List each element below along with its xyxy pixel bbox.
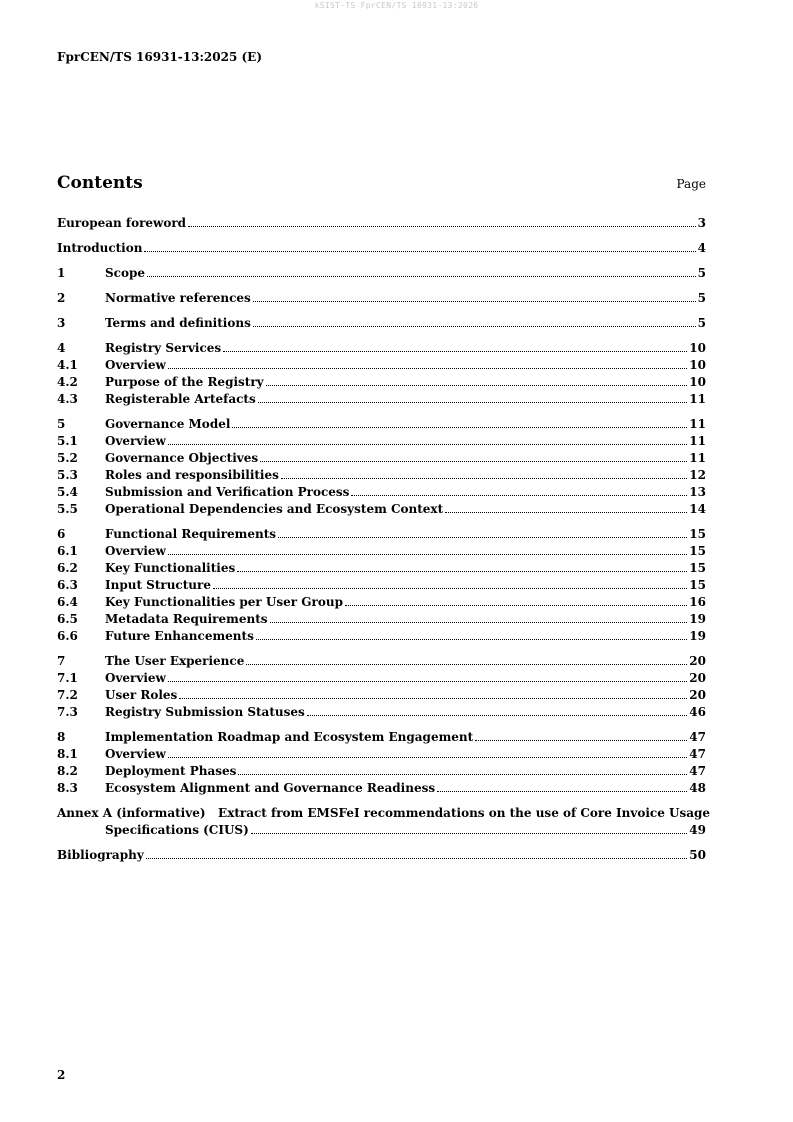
toc-entry-section-5-4[interactable] <box>57 484 706 501</box>
dot-leader <box>232 427 687 428</box>
toc-entry-number: 7.2 <box>57 688 78 702</box>
dot-leader <box>168 681 687 682</box>
toc-entry-section-5-2[interactable] <box>57 450 706 467</box>
toc-entry-title: Implementation Roadmap and Ecosystem Engagement <box>105 730 474 744</box>
dot-leader <box>168 757 687 758</box>
dot-leader <box>251 833 688 834</box>
toc-entry-section-4-1[interactable] <box>57 357 706 374</box>
toc-entry-page: 15 <box>689 561 706 575</box>
toc-entry-number: 6.6 <box>57 629 78 643</box>
toc-entry-title: Roles and responsibilities <box>105 468 279 482</box>
dot-leader <box>256 639 687 640</box>
toc-entry-page: 5 <box>697 266 706 280</box>
toc-entry-section-4-2[interactable] <box>57 374 706 391</box>
toc-entry-page: 20 <box>689 688 706 702</box>
toc-entry-annex-a[interactable] <box>57 805 711 839</box>
dot-leader <box>246 664 687 665</box>
toc-entry-section-7-3[interactable] <box>57 704 706 721</box>
toc-entry-title: Governance Objectives <box>105 451 259 465</box>
toc-entry-number: 6.4 <box>57 595 78 609</box>
dot-leader <box>345 605 687 606</box>
toc-entry-number: 1 <box>57 266 66 280</box>
toc-entry-section-6-1[interactable] <box>57 543 706 560</box>
toc-entry-page: 47 <box>689 764 706 778</box>
toc-entry-section-6-5[interactable] <box>57 611 706 628</box>
toc-entry-section-6[interactable] <box>57 526 706 543</box>
toc-entry-title: Input Structure <box>105 578 211 592</box>
contents-title: Contents <box>57 173 143 193</box>
toc-entry-number: 6.3 <box>57 578 78 592</box>
toc-entry-number: 5.3 <box>57 468 78 482</box>
toc-entry-page: 10 <box>689 341 706 355</box>
toc-entry-title: Submission and Verification Process <box>105 485 350 499</box>
toc-entry-title: Overview <box>105 544 166 558</box>
dot-leader <box>168 554 687 555</box>
toc-entry-page: 11 <box>689 392 706 406</box>
toc-entry-title: Normative references <box>105 291 251 305</box>
toc-entry-number: 5.4 <box>57 485 78 499</box>
toc-entry-section-8-2[interactable] <box>57 763 706 780</box>
annex-title-continuation: Specifications (CIUS) <box>105 823 249 837</box>
table-of-contents <box>57 215 711 864</box>
dot-leader <box>147 276 696 277</box>
dot-leader <box>270 622 688 623</box>
dot-leader <box>253 301 696 302</box>
toc-entry-section-7-2[interactable] <box>57 687 706 704</box>
toc-entry-page: 13 <box>689 485 706 499</box>
toc-entry-section-6-6[interactable] <box>57 628 706 645</box>
dot-leader <box>437 791 687 792</box>
toc-entry-page: 19 <box>689 612 706 626</box>
toc-entry-page: 15 <box>689 544 706 558</box>
page-column-label: Page <box>676 177 706 191</box>
toc-entry-page: 47 <box>689 730 706 744</box>
dot-leader <box>168 368 687 369</box>
toc-entry-number: 8.2 <box>57 764 78 778</box>
toc-entry-number: 5 <box>57 417 66 431</box>
toc-entry-number: 4.2 <box>57 375 78 389</box>
dot-leader <box>258 402 688 403</box>
toc-entry-page: 10 <box>689 375 706 389</box>
toc-entry-page: 47 <box>689 747 706 761</box>
toc-entry-number: 5.1 <box>57 434 78 448</box>
dot-leader <box>237 571 687 572</box>
toc-entry-title: Governance Model <box>105 417 231 431</box>
toc-entry-section-6-3[interactable] <box>57 577 706 594</box>
toc-entry-title: Bibliography <box>57 848 144 862</box>
toc-entry-section-6-2[interactable] <box>57 560 706 577</box>
toc-entry-title: Overview <box>105 671 166 685</box>
toc-entry-number: 7.1 <box>57 671 78 685</box>
toc-entry-section-7[interactable] <box>57 653 706 670</box>
toc-entry-number: 8.3 <box>57 781 78 795</box>
dot-leader <box>266 385 688 386</box>
toc-entry-title: Metadata Requirements <box>105 612 268 626</box>
toc-entry-section-5[interactable] <box>57 416 706 433</box>
dot-leader <box>278 537 687 538</box>
toc-entry-page: 4 <box>697 241 706 255</box>
toc-entry-bibliography[interactable] <box>57 847 706 864</box>
toc-entry-number: 5.2 <box>57 451 78 465</box>
toc-entry-number: 4.3 <box>57 392 78 406</box>
dot-leader <box>238 774 687 775</box>
dot-leader <box>168 444 687 445</box>
annex-title-line-1: Annex A (informative) Extract from EMSFeI recommendations on the use of Core Invoice Usage <box>57 806 711 820</box>
toc-entry-page: 50 <box>689 848 706 862</box>
dot-leader <box>351 495 687 496</box>
toc-entry-title: Scope <box>105 266 146 280</box>
watermark: kSIST-TS FprCEN/TS 16931-13:2026 <box>314 1 479 10</box>
toc-entry-page: 3 <box>697 216 706 230</box>
toc-entry-page: 5 <box>697 316 706 330</box>
dot-leader <box>188 226 696 227</box>
toc-entry-page: 49 <box>689 823 706 837</box>
toc-entry-title: Registerable Artefacts <box>105 392 256 406</box>
contents-heading <box>57 173 706 193</box>
dot-leader <box>179 698 687 699</box>
toc-entry-title: Overview <box>105 358 166 372</box>
dot-leader <box>144 251 695 252</box>
toc-entry-european-foreword[interactable] <box>57 215 706 232</box>
toc-entry-page: 46 <box>689 705 706 719</box>
dot-leader <box>253 326 696 327</box>
toc-entry-number: 6.1 <box>57 544 78 558</box>
toc-entry-page: 48 <box>689 781 706 795</box>
toc-entry-page: 12 <box>689 468 706 482</box>
toc-entry-title: European foreword <box>57 216 187 230</box>
toc-entry-page: 15 <box>689 527 706 541</box>
dot-leader <box>281 478 687 479</box>
toc-entry-number: 4 <box>57 341 66 355</box>
toc-entry-section-2[interactable] <box>57 290 706 307</box>
toc-entry-number: 6.2 <box>57 561 78 575</box>
toc-entry-section-4[interactable] <box>57 340 706 357</box>
toc-entry-page: 5 <box>697 291 706 305</box>
dot-leader <box>307 715 688 716</box>
toc-entry-title: Introduction <box>57 241 143 255</box>
toc-entry-number: 7 <box>57 654 66 668</box>
toc-entry-section-1[interactable] <box>57 265 706 282</box>
toc-entry-title: Functional Requirements <box>105 527 276 541</box>
page-number: 2 <box>57 1068 66 1082</box>
dot-leader <box>213 588 687 589</box>
toc-entry-section-6-4[interactable] <box>57 594 706 611</box>
toc-entry-section-5-5[interactable] <box>57 501 706 518</box>
toc-entry-number: 2 <box>57 291 66 305</box>
toc-entry-title: Operational Dependencies and Ecosystem Context <box>105 502 444 516</box>
toc-entry-section-5-1[interactable] <box>57 433 706 450</box>
toc-entry-number: 5.5 <box>57 502 78 516</box>
toc-entry-number: 3 <box>57 316 66 330</box>
toc-entry-page: 11 <box>689 417 706 431</box>
toc-entry-page: 15 <box>689 578 706 592</box>
toc-entry-page: 11 <box>689 451 706 465</box>
toc-entry-number: 4.1 <box>57 358 78 372</box>
toc-entry-title: Registry Submission Statuses <box>105 705 305 719</box>
toc-entry-title: Key Functionalities per User Group <box>105 595 343 609</box>
toc-entry-page: 10 <box>689 358 706 372</box>
toc-entry-title: The User Experience <box>105 654 245 668</box>
toc-entry-title: Overview <box>105 434 166 448</box>
toc-entry-page: 16 <box>689 595 706 609</box>
dot-leader <box>260 461 687 462</box>
toc-entry-title: Purpose of the Registry <box>105 375 264 389</box>
toc-entry-introduction[interactable] <box>57 240 706 257</box>
toc-entry-section-7-1[interactable] <box>57 670 706 687</box>
dot-leader <box>146 858 688 859</box>
annex-title-line-2 <box>57 822 706 839</box>
dot-leader <box>475 740 687 741</box>
toc-entry-number: 8.1 <box>57 747 78 761</box>
toc-entry-section-5-3[interactable] <box>57 467 706 484</box>
toc-entry-title: Future Enhancements <box>105 629 254 643</box>
toc-entry-section-8-3[interactable] <box>57 780 706 797</box>
toc-entry-page: 14 <box>689 502 706 516</box>
document-id: FprCEN/TS 16931-13:2025 (E) <box>57 50 262 64</box>
toc-entry-number: 7.3 <box>57 705 78 719</box>
toc-entry-number: 6.5 <box>57 612 78 626</box>
toc-entry-title: Ecosystem Alignment and Governance Readiness <box>105 781 436 795</box>
toc-entry-page: 11 <box>689 434 706 448</box>
toc-entry-section-4-3[interactable] <box>57 391 706 408</box>
toc-entry-section-8-1[interactable] <box>57 746 706 763</box>
toc-entry-page: 19 <box>689 629 706 643</box>
toc-entry-number: 6 <box>57 527 66 541</box>
toc-entry-number: 8 <box>57 730 66 744</box>
toc-entry-title: Overview <box>105 747 166 761</box>
toc-entry-title: Deployment Phases <box>105 764 237 778</box>
toc-entry-page: 20 <box>689 654 706 668</box>
dot-leader <box>445 512 687 513</box>
toc-entry-page: 20 <box>689 671 706 685</box>
toc-entry-title: Key Functionalities <box>105 561 236 575</box>
toc-entry-title: User Roles <box>105 688 178 702</box>
dot-leader <box>223 351 687 352</box>
toc-entry-title: Terms and definitions <box>105 316 251 330</box>
toc-entry-title: Registry Services <box>105 341 222 355</box>
toc-entry-section-8[interactable] <box>57 729 706 746</box>
toc-entry-section-3[interactable] <box>57 315 706 332</box>
